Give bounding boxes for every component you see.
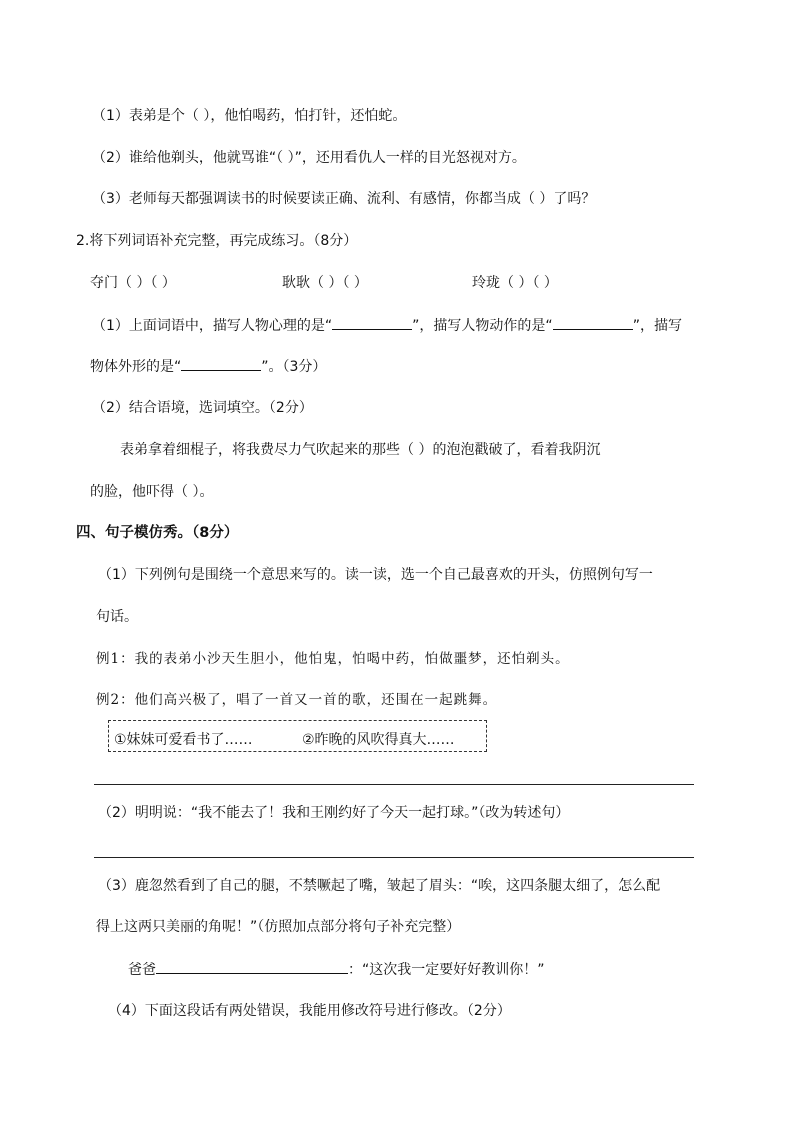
q1-line-1: （1）表弟是个（ ），他怕喝药，怕打针，还怕蛇。 [92,108,407,124]
task-3-line-1: （3）鹿忽然看到了自己的腿，不禁噘起了嘴，皱起了眉头：“唉，这四条腿太细了，怎么配 [98,878,661,894]
word-blank-2: 耿耿（ ）（ ） [282,275,368,291]
answer-blank[interactable] [181,356,261,371]
q1-line-2: （2）谁给他剃头，他就骂谁“（ ）”，还用看仇人一样的目光怒视对方。 [92,150,526,166]
answer-line[interactable] [94,857,694,858]
option-2: ②昨晚的风吹得真大…… [302,732,455,748]
q1-line-3: （3）老师每天都强调读书的时候要读正确、流利、有感情，你都当成（ ）了吗？ [92,191,596,207]
task-4: （4）下面这段话有两处错误，我能用修改符号进行修改。（2分） [108,1003,511,1019]
section-4-title: 四、句子模仿秀。（8分） [76,525,239,541]
word-blank-3: 玲珑（ ）（ ） [472,275,558,291]
example-1: 例1：我的表弟小沙天生胆小，他怕鬼，怕喝中药，怕做噩梦，还怕剃头。 [96,651,570,667]
word-blank-1: 夺门（ ）（ ） [90,275,176,291]
example-2: 例2：他们高兴极了，唱了一首又一首的歌，还围在一起跳舞。 [96,692,498,708]
paragraph-line-1: 表弟拿着细棍子，将我费尽力气吹起来的那些（ ）的泡泡戳破了，看着我阴沉 [120,442,601,458]
subquestion-1-line-2: 物体外形的是“ ”。（3分） [90,356,326,377]
answer-blank[interactable] [156,959,348,974]
option-1: ①妹妹可爱看书了…… [114,732,253,748]
subquestion-2: （2）结合语境，选词填空。（2分） [92,400,313,416]
answer-line[interactable] [94,784,694,785]
question-2-title: 2.将下列词语补充完整，再完成练习。（8分） [76,233,358,249]
answer-blank[interactable] [332,315,412,330]
task-1-line-2: 句话。 [96,609,138,625]
answer-blank[interactable] [553,315,633,330]
paragraph-line-2: 的脸，他吓得（ ）。 [90,484,214,500]
subquestion-1-line-1: （1）上面词语中，描写人物心理的是“ ”，描写人物动作的是“ ”，描写 [92,315,682,336]
task-3-line-2: 得上这两只美丽的角呢！”（仿照加点部分将句子补充完整） [96,919,461,935]
task-2: （2）明明说：“我不能去了！我和王刚约好了今天一起打球。”（改为转述句） [98,805,570,821]
dad-sentence: 爸爸 ：“这次我一定要好好教训你！” [128,959,545,980]
task-1-line-1: （1）下列例句是围绕一个意思来写的。读一读，选一个自己最喜欢的开头，仿照例句写一 [98,567,653,583]
